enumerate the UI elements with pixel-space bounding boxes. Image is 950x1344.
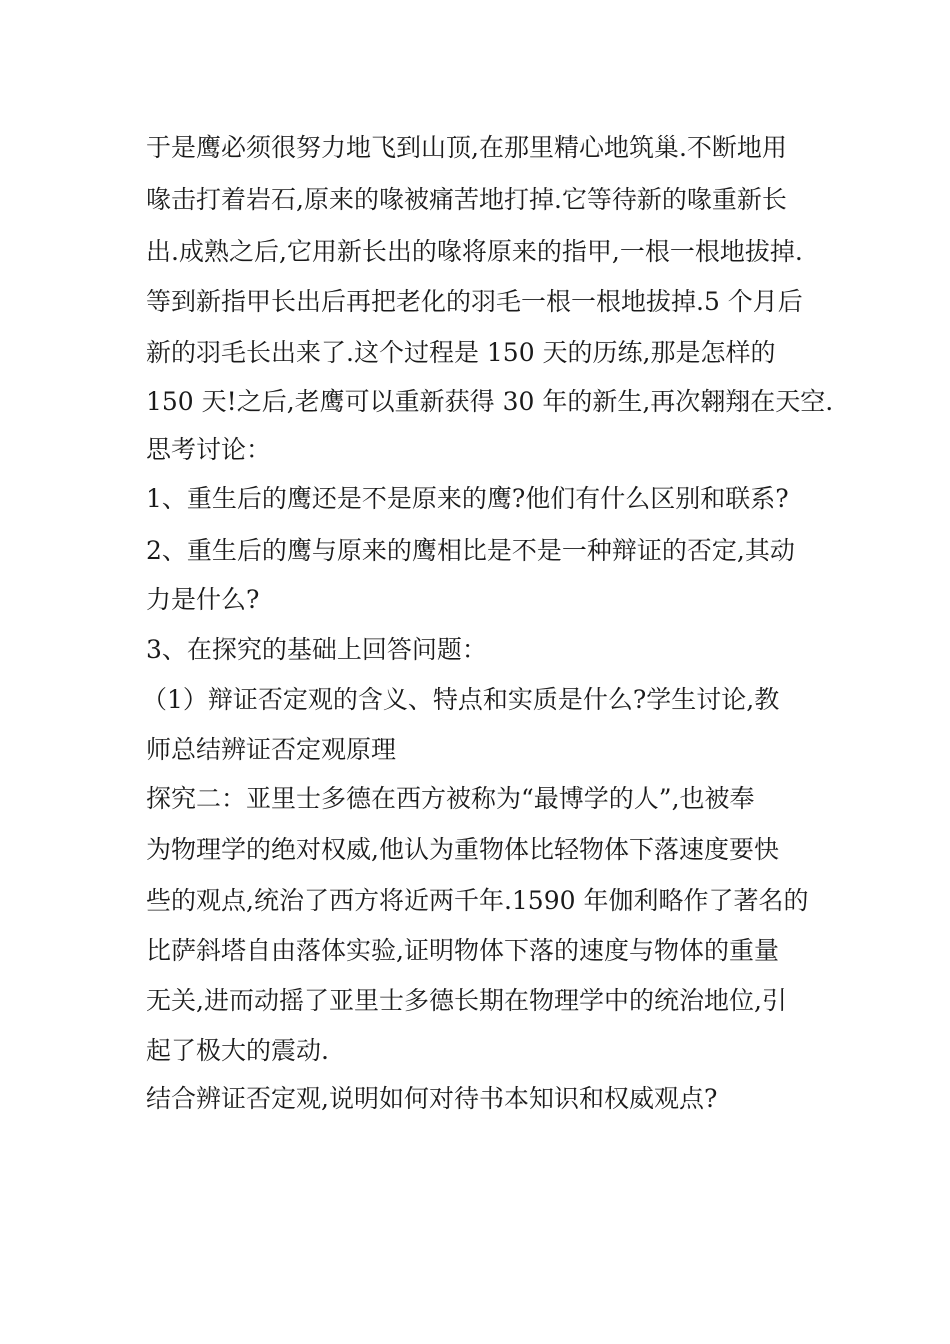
text-line: 150 天!之后,老鹰可以重新获得 30 年的新生,再次翱翔在天空. [146, 387, 834, 416]
text-line: 出.成熟之后,它用新长出的喙将原来的指甲,一根一根地拔掉. [146, 237, 803, 266]
text-line: 无关,进而动摇了亚里士多德长期在物理学中的统治地位,引 [146, 986, 787, 1015]
text-line: 新的羽毛长出来了.这个过程是 150 天的历练,那是怎样的 [146, 338, 776, 367]
text-line: 于是鹰必须很努力地飞到山顶,在那里精心地筑巢.不断地用 [146, 133, 787, 162]
question-1: 1、重生后的鹰还是不是原来的鹰?他们有什么区别和联系? [146, 484, 789, 513]
question-2: 2、重生后的鹰与原来的鹰相比是不是一种辩证的否定,其动 [146, 536, 795, 565]
question-3: 3、在探究的基础上回答问题： [146, 635, 487, 664]
text-line: 些的观点,统治了西方将近两千年.1590 年伽利略作了著名的 [146, 886, 809, 915]
sub-question-1-continued: 师总结辨证否定观原理 [146, 735, 397, 764]
closing-question: 结合辨证否定观,说明如何对待书本知识和权威观点? [146, 1084, 718, 1113]
text-line: 喙击打着岩石,原来的喙被痛苦地打掉.它等待新的喙重新长 [146, 185, 787, 214]
sub-question-1: （1）辩证否定观的含义、特点和实质是什么?学生讨论,教 [142, 685, 780, 714]
section-heading-discussion: 思考讨论： [146, 435, 272, 464]
text-line: 起了极大的震动. [146, 1036, 329, 1065]
text-line: 为物理学的绝对权威,他认为重物体比轻物体下落速度要快 [146, 835, 779, 864]
text-line: 等到新指甲长出后再把老化的羽毛一根一根地拔掉.5 个月后 [146, 287, 803, 316]
question-2-continued: 力是什么? [146, 585, 260, 614]
text-line: 比萨斜塔自由落体实验,证明物体下落的速度与物体的重量 [146, 936, 779, 965]
inquiry-two-heading: 探究二：亚里士多德在西方被称为“最博学的人”,也被奉 [146, 784, 755, 813]
